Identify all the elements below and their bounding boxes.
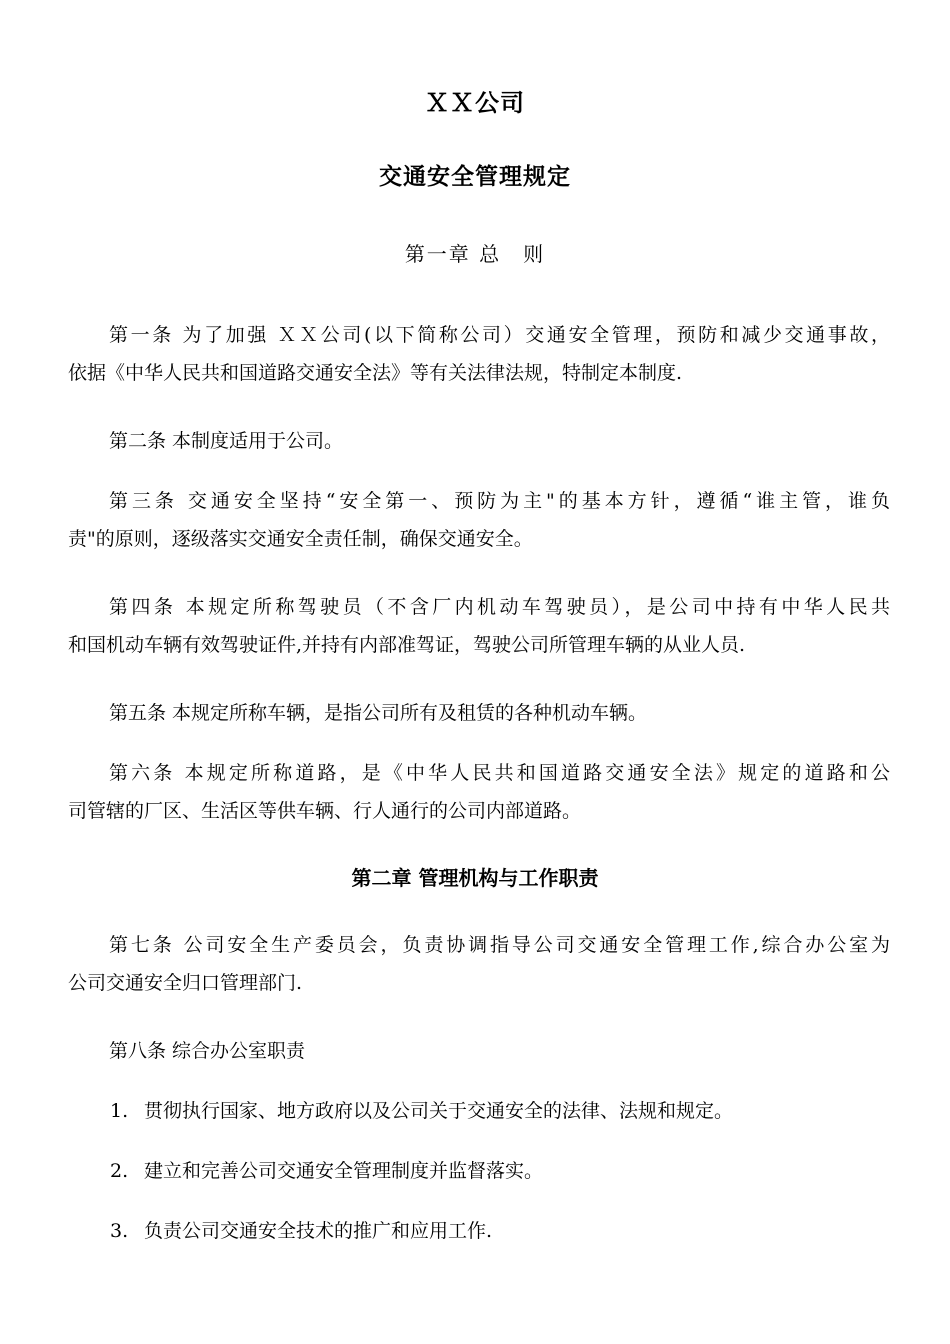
article-7-line-1: 第七条 公司安全生产委员会，负责协调指导公司交通安全管理工作,综合办公室为 (109, 934, 890, 956)
article-6-line-2: 司管辖的厂区、生活区等供车辆、行人通行的公司内部道路。 (68, 800, 582, 822)
article-4-line-1: 第四条 本规定所称驾驶员（不含厂内机动车驾驶员），是公司中持有中华人民共 (109, 596, 890, 618)
duty-item-text: 建立和完善公司交通安全管理制度并监督落实。 (144, 1160, 544, 1182)
article-2-line-1: 第二条 本制度适用于公司。 (109, 430, 344, 452)
article-6-line-1: 第六条 本规定所称道路，是《中华人民共和国道路交通安全法》规定的道路和公 (109, 762, 890, 784)
article-1-line-1: 第一条 为了加强 ＸＸ公司(以下简称公司）交通安全管理，预防和减少交通事故， (109, 324, 890, 346)
chapter-1-heading: 第一章 总 则 (404, 242, 546, 266)
article-3-line-1: 第三条 交通安全坚持“安全第一、预防为主"的基本方针，遵循“谁主管，谁负 (109, 490, 890, 512)
document-title: 交通安全管理规定 (379, 163, 571, 190)
duty-item-1 (110, 1092, 733, 1130)
article-7-line-2: 公司交通安全归口管理部门. (68, 972, 303, 994)
article-7 (68, 926, 890, 1002)
chapter-2-heading: 第二章 管理机构与工作职责 (351, 866, 599, 890)
article-4-line-2: 和国机动车辆有效驾驶证件,并持有内部准驾证，驾驶公司所管理车辆的从业人员. (68, 634, 746, 656)
article-4 (68, 588, 890, 664)
article-5-line-1: 第五条 本规定所称车辆，是指公司所有及租赁的各种机动车辆。 (109, 702, 648, 724)
article-6 (68, 754, 890, 830)
article-3 (68, 482, 890, 558)
article-1 (68, 316, 890, 392)
article-2 (68, 422, 890, 460)
article-8-line-1: 第八条 综合办公室职责 (109, 1040, 306, 1062)
company-title: ＸＸ公司 (425, 88, 525, 117)
article-1-line-2: 依据《中华人民共和国道路交通安全法》等有关法律法规，特制定本制度. (68, 362, 683, 384)
duty-item-number: 1. (110, 1100, 129, 1122)
duty-item-3 (110, 1212, 492, 1250)
article-5 (68, 694, 890, 732)
duty-item-text: 贯彻执行国家、地方政府以及公司关于交通安全的法律、法规和规定。 (144, 1100, 734, 1122)
duty-item-2 (110, 1152, 543, 1190)
duty-item-number: 2. (110, 1160, 129, 1182)
duty-item-text: 负责公司交通安全技术的推广和应用工作. (144, 1220, 493, 1242)
duty-item-number: 3. (110, 1220, 129, 1242)
article-3-line-2: 责"的原则，逐级落实交通安全责任制，确保交通安全。 (68, 528, 533, 550)
article-8 (68, 1032, 890, 1070)
